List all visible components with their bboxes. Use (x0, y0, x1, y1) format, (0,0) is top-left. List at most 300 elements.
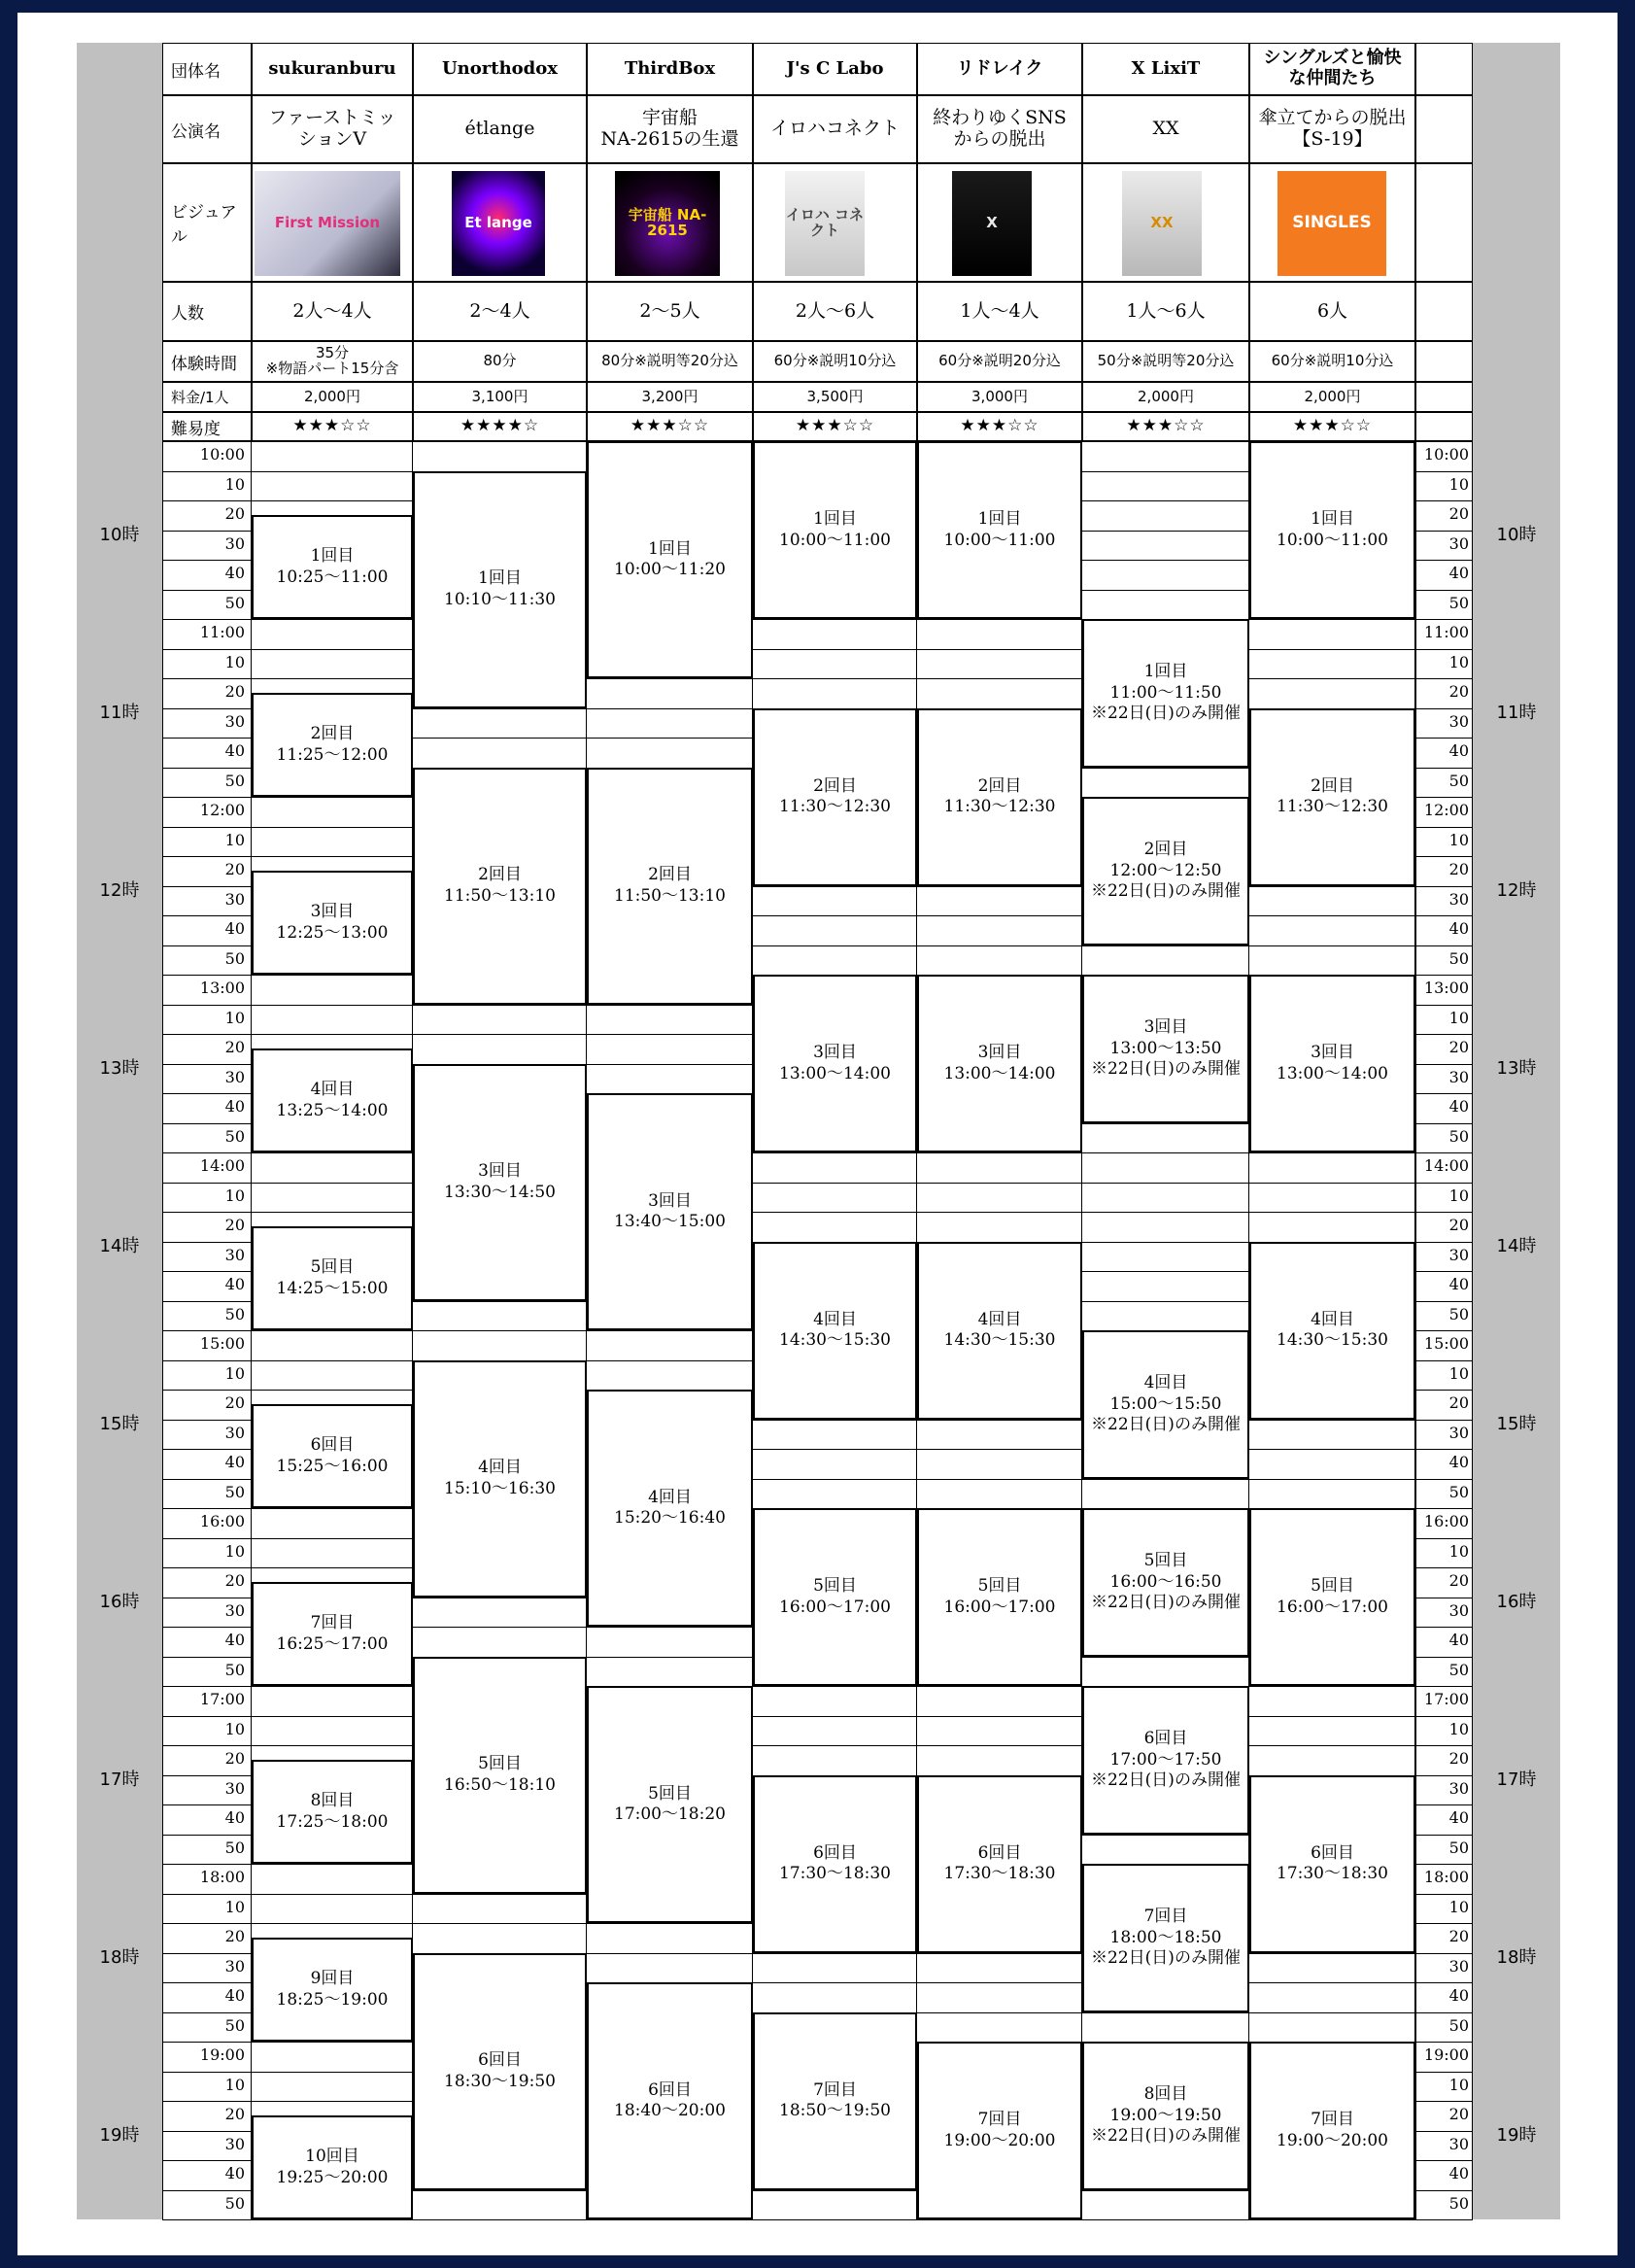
grid-slot (252, 2072, 413, 2102)
session-block[interactable] (413, 471, 587, 708)
grid-slot (413, 2190, 587, 2220)
hour-label-left: 13時 (99, 1057, 140, 1079)
session-time: 14:25～15:00 (276, 1278, 389, 1298)
time-tick-left: 10 (224, 1541, 245, 1561)
header-price-5: 3,000円 (917, 382, 1082, 412)
grid-slot (917, 678, 1082, 708)
time-tick-left: 40 (224, 564, 245, 582)
session-number: 4回目 (310, 1080, 355, 1100)
session-block[interactable] (1249, 1508, 1415, 1686)
time-tick-right: 40 (1448, 1808, 1469, 1827)
time-tick-right: 30 (1448, 711, 1469, 731)
session-block[interactable] (252, 1760, 413, 1864)
session-time: 13:00～14:00 (943, 1063, 1056, 1083)
time-tick-left: 50 (224, 771, 245, 790)
grid-slot (753, 649, 917, 679)
header-price-6: 2,000円 (1082, 382, 1249, 412)
session-number: 3回目 (648, 1190, 692, 1211)
session-time: 17:00～17:50 (1109, 1749, 1222, 1770)
session-time: 10:00～11:00 (943, 530, 1056, 550)
time-tick-right: 40 (1448, 741, 1469, 760)
time-tick-left: 20 (224, 2105, 245, 2123)
grid-slot (587, 708, 753, 739)
hour-label-left: 18時 (99, 1946, 140, 1968)
grid-slot (917, 1716, 1082, 1746)
session-block[interactable] (1249, 441, 1415, 619)
session-block[interactable] (252, 871, 413, 975)
grid-slot (1082, 1835, 1249, 1865)
grid-slot (1082, 945, 1249, 976)
grid-slot (587, 738, 753, 768)
time-tick-right: 50 (1448, 2193, 1469, 2213)
session-time: 18:25～19:00 (276, 1989, 389, 2010)
session-block[interactable] (587, 768, 753, 1005)
session-time: 12:25～13:00 (276, 922, 389, 943)
session-time: 11:00～11:50 (1109, 682, 1222, 703)
header-group-6: X LixiT (1082, 43, 1249, 95)
time-tick-right: 40 (1448, 1275, 1469, 1293)
session-block[interactable] (917, 975, 1082, 1152)
grid-slot (252, 975, 413, 1005)
grid-slot (1249, 1716, 1415, 1746)
session-time: 13:40～15:00 (614, 1212, 726, 1231)
time-tick-left: 50 (224, 1304, 245, 1323)
grid-slot (587, 678, 753, 708)
header-title-3: 宇宙船 NA-2615の生還 (587, 95, 753, 163)
session-block[interactable] (252, 515, 413, 619)
session-block[interactable] (413, 1953, 587, 2190)
session-block[interactable] (753, 975, 917, 1152)
session-block[interactable] (753, 1242, 917, 1420)
grid-slot (1082, 768, 1249, 798)
time-tick-right: 30 (1448, 1067, 1469, 1086)
grid-slot (753, 1716, 917, 1746)
x-logo-dark-poster-image: X (952, 171, 1032, 276)
session-number: 5回目 (478, 1754, 522, 1774)
grid-slot (1082, 531, 1249, 561)
time-tick-right: 30 (1448, 533, 1469, 553)
grid-slot (917, 1449, 1082, 1479)
session-time: 16:00～17:00 (1277, 1597, 1388, 1617)
grid-slot (252, 1894, 413, 1924)
session-number: 6回目 (1311, 1842, 1354, 1863)
hour-label-right: 19時 (1496, 2124, 1537, 2146)
header-duration-3: 80分※説明等20分込 (587, 341, 753, 382)
header-difficulty-3: ★★★☆☆ (587, 412, 753, 441)
grid-slot (753, 2190, 917, 2220)
header-blank-visual (1415, 163, 1473, 282)
grid-slot (753, 1953, 917, 1983)
grid-slot (587, 1923, 753, 1953)
grid-slot (917, 886, 1082, 916)
time-tick-right: 50 (1448, 1660, 1469, 1679)
session-time: 10:25～11:00 (276, 567, 389, 587)
session-time: 13:00～14:00 (1277, 1063, 1388, 1083)
header-players-1: 2人～4人 (252, 282, 413, 341)
grid-slot (587, 1064, 753, 1094)
header-title-4: イロハコネクト (753, 95, 917, 163)
grid-slot (252, 441, 413, 471)
session-block[interactable] (252, 2115, 413, 2219)
row-label-visual: ビジュアル (162, 163, 252, 282)
time-tick-right: 30 (1448, 1423, 1469, 1442)
time-tick-left: 30 (224, 2134, 245, 2153)
grid-slot (917, 915, 1082, 945)
session-number: 3回目 (1311, 1043, 1354, 1063)
time-tick-right: 40 (1448, 1631, 1469, 1649)
session-block[interactable] (1249, 1242, 1415, 1420)
grid-slot (413, 441, 587, 471)
time-tick-left: 15:00 (199, 1334, 245, 1353)
time-tick-right: 20 (1448, 1927, 1469, 1945)
time-tick-left: 50 (224, 2015, 245, 2035)
header-players-6: 1人～6人 (1082, 282, 1249, 341)
hour-label-left: 17時 (99, 1769, 140, 1790)
session-number: 10回目 (305, 2147, 359, 2167)
session-block[interactable] (1082, 797, 1249, 945)
hour-label-left: 15時 (99, 1413, 140, 1434)
session-block[interactable] (252, 1938, 413, 2042)
grid-slot (1082, 560, 1249, 590)
session-number: 5回目 (813, 1576, 857, 1597)
grid-slot (587, 1953, 753, 1983)
grid-slot (587, 1034, 753, 1064)
session-time: 11:30～12:30 (1277, 797, 1388, 816)
grid-slot (413, 1005, 587, 1035)
session-number: 7回目 (813, 2079, 857, 2100)
time-tick-right: 16:00 (1423, 1512, 1469, 1530)
session-time: 13:25～14:00 (276, 1100, 389, 1120)
time-tick-left: 10 (224, 1363, 245, 1383)
xx-logo-poster-image: XX (1122, 171, 1202, 276)
session-time: 11:50～13:10 (614, 885, 726, 906)
colorful-etlange-poster-image: Et lange (452, 171, 545, 276)
grid-slot (252, 1005, 413, 1035)
session-number: 3回目 (1143, 1017, 1188, 1038)
time-tick-right: 20 (1448, 860, 1469, 878)
header-price-3: 3,200円 (587, 382, 753, 412)
session-block[interactable] (753, 2012, 917, 2190)
session-block[interactable] (753, 1775, 917, 1953)
grid-slot (252, 1508, 413, 1538)
grid-slot (753, 945, 917, 976)
session-time: 15:00～15:50 (1109, 1393, 1222, 1414)
time-tick-left: 14:00 (199, 1156, 245, 1175)
session-number: 1回目 (1311, 509, 1354, 530)
session-time: 10:00～11:20 (614, 560, 726, 579)
session-block[interactable] (1249, 2042, 1415, 2219)
session-time: 14:30～15:30 (779, 1330, 891, 1350)
session-block[interactable] (252, 1582, 413, 1686)
session-time: 16:25～17:00 (276, 1633, 389, 1654)
session-block[interactable] (1082, 975, 1249, 1123)
session-number: 2回目 (648, 865, 692, 885)
session-number: 3回目 (813, 1043, 857, 1063)
session-block[interactable] (587, 1982, 753, 2219)
time-tick-left: 18:00 (199, 1868, 245, 1886)
time-tick-left: 30 (224, 1245, 245, 1264)
session-number: 3回目 (977, 1043, 1022, 1063)
session-number: 5回目 (1311, 1576, 1354, 1597)
session-block[interactable] (413, 768, 587, 1005)
time-tick-left: 40 (224, 1631, 245, 1649)
session-time: 10:00～11:00 (779, 530, 891, 550)
session-number: 1回目 (1143, 662, 1188, 682)
session-block[interactable] (252, 1404, 413, 1508)
session-number: 6回目 (813, 1842, 857, 1863)
grid-slot (1249, 1745, 1415, 1775)
session-time: 15:20～16:40 (614, 1508, 726, 1528)
session-number: 1回目 (310, 546, 355, 567)
session-time: 10:10～11:30 (444, 589, 556, 609)
header-players-2: 2～4人 (413, 282, 587, 341)
grid-slot (252, 827, 413, 857)
row-label-difficulty: 難易度 (162, 412, 252, 441)
grid-slot (1249, 649, 1415, 679)
time-tick-right: 30 (1448, 1245, 1469, 1264)
session-block[interactable] (587, 1686, 753, 1923)
header-title-2: étlange (413, 95, 587, 163)
session-number: 6回目 (648, 2079, 692, 2100)
grid-slot (1082, 1212, 1249, 1242)
grid-slot (1082, 1123, 1249, 1153)
header-price-1: 2,000円 (252, 382, 413, 412)
session-block[interactable] (252, 693, 413, 797)
session-number: 1回目 (648, 538, 692, 559)
time-tick-right: 15:00 (1423, 1334, 1469, 1353)
header-difficulty-1: ★★★☆☆ (252, 412, 413, 441)
session-block[interactable] (917, 441, 1082, 619)
header-players-3: 2～5人 (587, 282, 753, 341)
grid-slot (1249, 1152, 1415, 1183)
grid-slot (587, 1360, 753, 1391)
session-block[interactable] (1249, 708, 1415, 886)
session-number: 6回目 (478, 2050, 522, 2071)
grid-slot (1082, 1657, 1249, 1687)
time-tick-right: 10 (1448, 474, 1469, 494)
time-tick-right: 10:00 (1423, 445, 1469, 464)
time-tick-right: 50 (1448, 1482, 1469, 1501)
grid-bottom-line (162, 2219, 1473, 2220)
session-number: 7回目 (310, 1613, 355, 1633)
row-label-duration: 体験時間 (162, 341, 252, 382)
session-time: 11:50～13:10 (444, 885, 556, 906)
hour-label-right: 10時 (1496, 524, 1537, 545)
time-tick-left: 20 (224, 682, 245, 701)
session-time: 11:25～12:00 (276, 744, 389, 765)
header-title-5: 終わりゆくSNS からの脱出 (917, 95, 1082, 163)
time-tick-left: 50 (224, 2193, 245, 2213)
header-players-4: 2人～6人 (753, 282, 917, 341)
grid-slot (917, 1953, 1082, 1983)
session-block[interactable] (587, 1390, 753, 1627)
session-block[interactable] (413, 1064, 587, 1301)
grid-slot (1249, 678, 1415, 708)
session-block[interactable] (1082, 1864, 1249, 2012)
grid-slot (1249, 945, 1415, 976)
singles-orange-poster-image: SINGLES (1277, 171, 1386, 276)
time-tick-right: 50 (1448, 1304, 1469, 1323)
grid-slot (1249, 1212, 1415, 1242)
time-tick-right: 10 (1448, 1008, 1469, 1027)
session-number: 9回目 (310, 1969, 355, 1989)
header-group-7: シングルズと愉快 な仲間たち (1249, 43, 1415, 95)
session-time: 17:30～18:30 (779, 1864, 891, 1883)
grid-slot (753, 619, 917, 649)
time-tick-left: 20 (224, 1038, 245, 1056)
session-time: 18:50～19:50 (779, 2101, 891, 2120)
header-blank-difficulty (1415, 412, 1473, 441)
time-tick-right: 10 (1448, 1897, 1469, 1916)
header-blank-group (1415, 43, 1473, 95)
time-tick-left: 40 (224, 741, 245, 760)
grid-slot (1082, 2012, 1249, 2043)
time-tick-right: 10 (1448, 830, 1469, 849)
time-tick-left: 11:00 (199, 623, 245, 641)
time-tick-right: 40 (1448, 1986, 1469, 2005)
session-number: 3回目 (310, 902, 355, 922)
session-number: 6回目 (977, 1842, 1022, 1863)
anime-character-poster-image: First Mission (255, 171, 400, 276)
session-block[interactable] (413, 1657, 587, 1894)
time-tick-right: 19:00 (1423, 2045, 1469, 2064)
time-tick-left: 30 (224, 533, 245, 553)
session-number: 7回目 (1311, 2110, 1354, 2130)
grid-slot (1082, 1479, 1249, 1509)
grid-slot (1249, 1953, 1415, 1983)
session-block[interactable] (413, 1360, 587, 1598)
header-blank-duration (1415, 341, 1473, 382)
session-block[interactable] (252, 1048, 413, 1152)
time-tick-left: 10 (224, 2075, 245, 2094)
grid-slot (1082, 1271, 1249, 1301)
grid-slot (413, 708, 587, 739)
grid-slot (753, 1420, 917, 1450)
time-tick-right: 20 (1448, 1749, 1469, 1768)
hour-label-right: 11時 (1496, 702, 1537, 723)
session-time: 18:00～18:50 (1109, 1927, 1222, 1947)
grid-slot (587, 1005, 753, 1035)
time-tick-left: 10 (224, 830, 245, 849)
session-block[interactable] (1082, 2042, 1249, 2190)
time-tick-left: 50 (224, 593, 245, 612)
header-difficulty-2: ★★★★☆ (413, 412, 587, 441)
time-tick-right: 10 (1448, 1719, 1469, 1738)
session-number: 1回目 (977, 509, 1022, 530)
grid-slot (252, 1183, 413, 1213)
session-block[interactable] (917, 1775, 1082, 1953)
time-tick-left: 30 (224, 1956, 245, 1976)
session-block[interactable] (1082, 619, 1249, 768)
session-block[interactable] (753, 1508, 917, 1686)
session-block[interactable] (917, 1242, 1082, 1420)
grid-slot (413, 1894, 587, 1924)
session-block[interactable] (252, 1226, 413, 1330)
session-number: 5回目 (977, 1576, 1022, 1597)
session-block[interactable] (917, 1508, 1082, 1686)
header-title-1: ファーストミッ ションV (252, 95, 413, 163)
session-number: 4回目 (813, 1309, 857, 1329)
hour-label-right: 18時 (1496, 1946, 1537, 1968)
hour-label-left: 19時 (99, 2124, 140, 2146)
time-tick-right: 50 (1448, 1126, 1469, 1146)
session-time: 11:30～12:30 (779, 797, 891, 816)
hour-label-left: 12時 (99, 879, 140, 901)
session-note: ※22日(日)のみ開催 (1091, 1414, 1241, 1434)
session-block[interactable] (753, 441, 917, 619)
session-number: 2回目 (813, 775, 857, 796)
grid-slot (917, 619, 1082, 649)
session-time: 17:00～18:20 (614, 1804, 726, 1824)
time-tick-right: 50 (1448, 2015, 1469, 2035)
session-note: ※22日(日)のみ開催 (1091, 1770, 1241, 1790)
session-note: ※22日(日)のみ開催 (1091, 2125, 1241, 2146)
grid-slot (413, 1330, 587, 1360)
time-tick-left: 20 (224, 1927, 245, 1945)
time-tick-left: 50 (224, 1482, 245, 1501)
session-note: ※22日(日)のみ開催 (1091, 703, 1241, 723)
time-tick-right: 12:00 (1423, 801, 1469, 819)
time-tick-left: 50 (224, 1838, 245, 1857)
session-time: 10:00～11:00 (1277, 530, 1388, 550)
session-block[interactable] (917, 708, 1082, 886)
grid-slot (1249, 1686, 1415, 1716)
grid-slot (413, 738, 587, 768)
session-block[interactable] (917, 2042, 1082, 2219)
session-block[interactable] (1082, 1508, 1249, 1657)
time-tick-left: 30 (224, 1423, 245, 1442)
time-tick-right: 40 (1448, 919, 1469, 938)
time-tick-left: 20 (224, 1393, 245, 1412)
header-group-3: ThirdBox (587, 43, 753, 95)
grid-slot (753, 1183, 917, 1213)
grid-slot (413, 1301, 587, 1331)
time-tick-right: 20 (1448, 1571, 1469, 1590)
header-duration-1: 35分 ※物語パート15分含 (252, 341, 413, 382)
time-tick-right: 30 (1448, 2134, 1469, 2153)
hour-label-right: 14時 (1496, 1235, 1537, 1256)
header-difficulty-4: ★★★☆☆ (753, 412, 917, 441)
time-tick-left: 10 (224, 1008, 245, 1027)
grid-slot (1249, 1183, 1415, 1213)
grid-slot (1249, 1982, 1415, 2012)
header-blank-title (1415, 95, 1473, 163)
grid-slot (1249, 1449, 1415, 1479)
session-block[interactable] (1249, 975, 1415, 1152)
session-time: 17:25～18:00 (276, 1811, 389, 1832)
session-number: 4回目 (1143, 1373, 1188, 1393)
session-time: 13:00～14:00 (779, 1063, 891, 1083)
time-tick-left: 40 (224, 1453, 245, 1471)
session-block[interactable] (587, 441, 753, 678)
grid-slot (587, 1657, 753, 1687)
time-tick-right: 50 (1448, 593, 1469, 612)
time-tick-left: 20 (224, 504, 245, 523)
session-block[interactable] (1249, 1775, 1415, 1953)
session-block[interactable] (587, 1093, 753, 1330)
session-block[interactable] (753, 708, 917, 886)
session-block[interactable] (1082, 1686, 1249, 1835)
time-tick-left: 30 (224, 889, 245, 909)
session-time: 14:30～15:30 (1277, 1330, 1388, 1350)
header-difficulty-7: ★★★☆☆ (1249, 412, 1415, 441)
header-duration-7: 60分※説明10分込 (1249, 341, 1415, 382)
time-tick-right: 30 (1448, 889, 1469, 909)
grid-slot (252, 1330, 413, 1360)
session-number: 4回目 (977, 1309, 1022, 1329)
time-tick-left: 30 (224, 1778, 245, 1798)
session-block[interactable] (1082, 1330, 1249, 1479)
